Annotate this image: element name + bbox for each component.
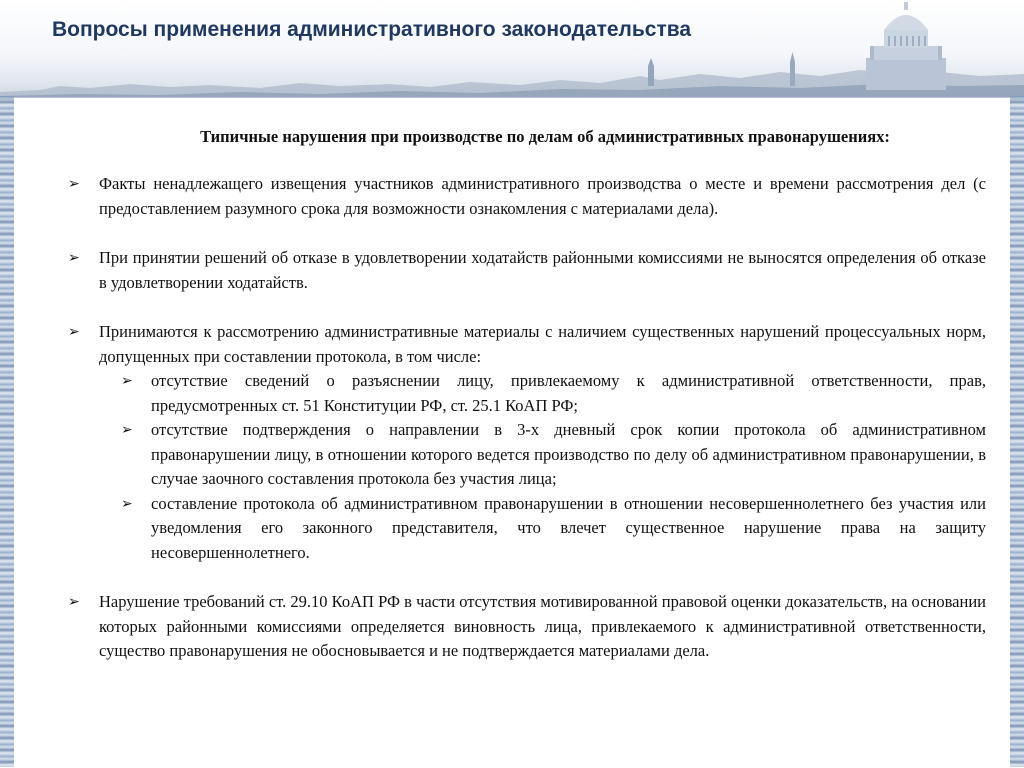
list-item [68, 320, 986, 565]
list-item-text: Принимаются к рассмотрению административные материалы с наличием существенных нарушений процессуальных норм, допущенных при составлении протокола, в том числе: [99, 322, 986, 366]
nested-list [99, 369, 986, 565]
nested-item-text: отсутствие сведений о разъяснении лицу, привлекаемому к административной ответственности, прав, предусмотренных ст. 51 Конституции РФ, ст. 25.1 КоАП РФ; [151, 371, 986, 415]
city-skyline-image [0, 0, 1024, 100]
list-item-text: Факты ненадлежащего извещения участников административного производства о месте и времени рассмотрения дел (с предоставлением разумного срока для возможности ознакомления с материалами дела). [99, 174, 986, 218]
arrow-bullet-icon: ➢ [121, 373, 133, 389]
right-frame-decoration [1010, 96, 1024, 767]
left-frame-decoration [0, 96, 14, 767]
header-banner [0, 0, 1024, 100]
arrow-bullet-icon: ➢ [68, 176, 80, 192]
list-item-text: Нарушение требований ст. 29.10 КоАП РФ в части отсутствия мотивированной правовой оценки доказательств, на основании которых районными комиссиями определяется виновность лица, привлекаемого к административной ответственности, существо правонарушения не обосновывается и не подтверждается материалами дела. [99, 592, 986, 660]
list-item [68, 172, 986, 221]
arrow-bullet-icon: ➢ [121, 422, 133, 438]
arrow-bullet-icon: ➢ [121, 495, 133, 512]
list-item [68, 590, 986, 664]
arrow-bullet-icon: ➢ [68, 324, 80, 340]
section-heading: Типичные нарушения при производстве по делам об административных правонарушениях: [200, 127, 890, 146]
nested-list-item [99, 492, 986, 566]
nested-list-item [99, 418, 986, 492]
nested-item-text: отсутствие подтверждения о направлении в 3-х дневный срок копии протокола об административном правонарушении лицу, в отношении которого ведется производство по делу об административном правонарушении, в случае заочного составления протокола без участия лица; [151, 420, 986, 488]
arrow-bullet-icon: ➢ [68, 594, 80, 610]
arrow-bullet-icon: ➢ [68, 250, 80, 266]
slide-title: Вопросы применения административного законодательства [52, 18, 692, 41]
nested-item-text: составление протокола об административном правонарушении в отношении несовершеннолетнего без участия или уведомления его законного представителя, что влечет существенное нарушение права на защиту несовершеннолетнего. [151, 493, 986, 562]
list-item-text: При принятии решений об отказе в удовлетворении ходатайств районными комиссиями не выносятся определения об отказе в удовлетворении ходатайств. [99, 248, 986, 292]
list-item [68, 246, 986, 295]
nested-list-item [99, 369, 986, 418]
violations-list [68, 172, 986, 689]
